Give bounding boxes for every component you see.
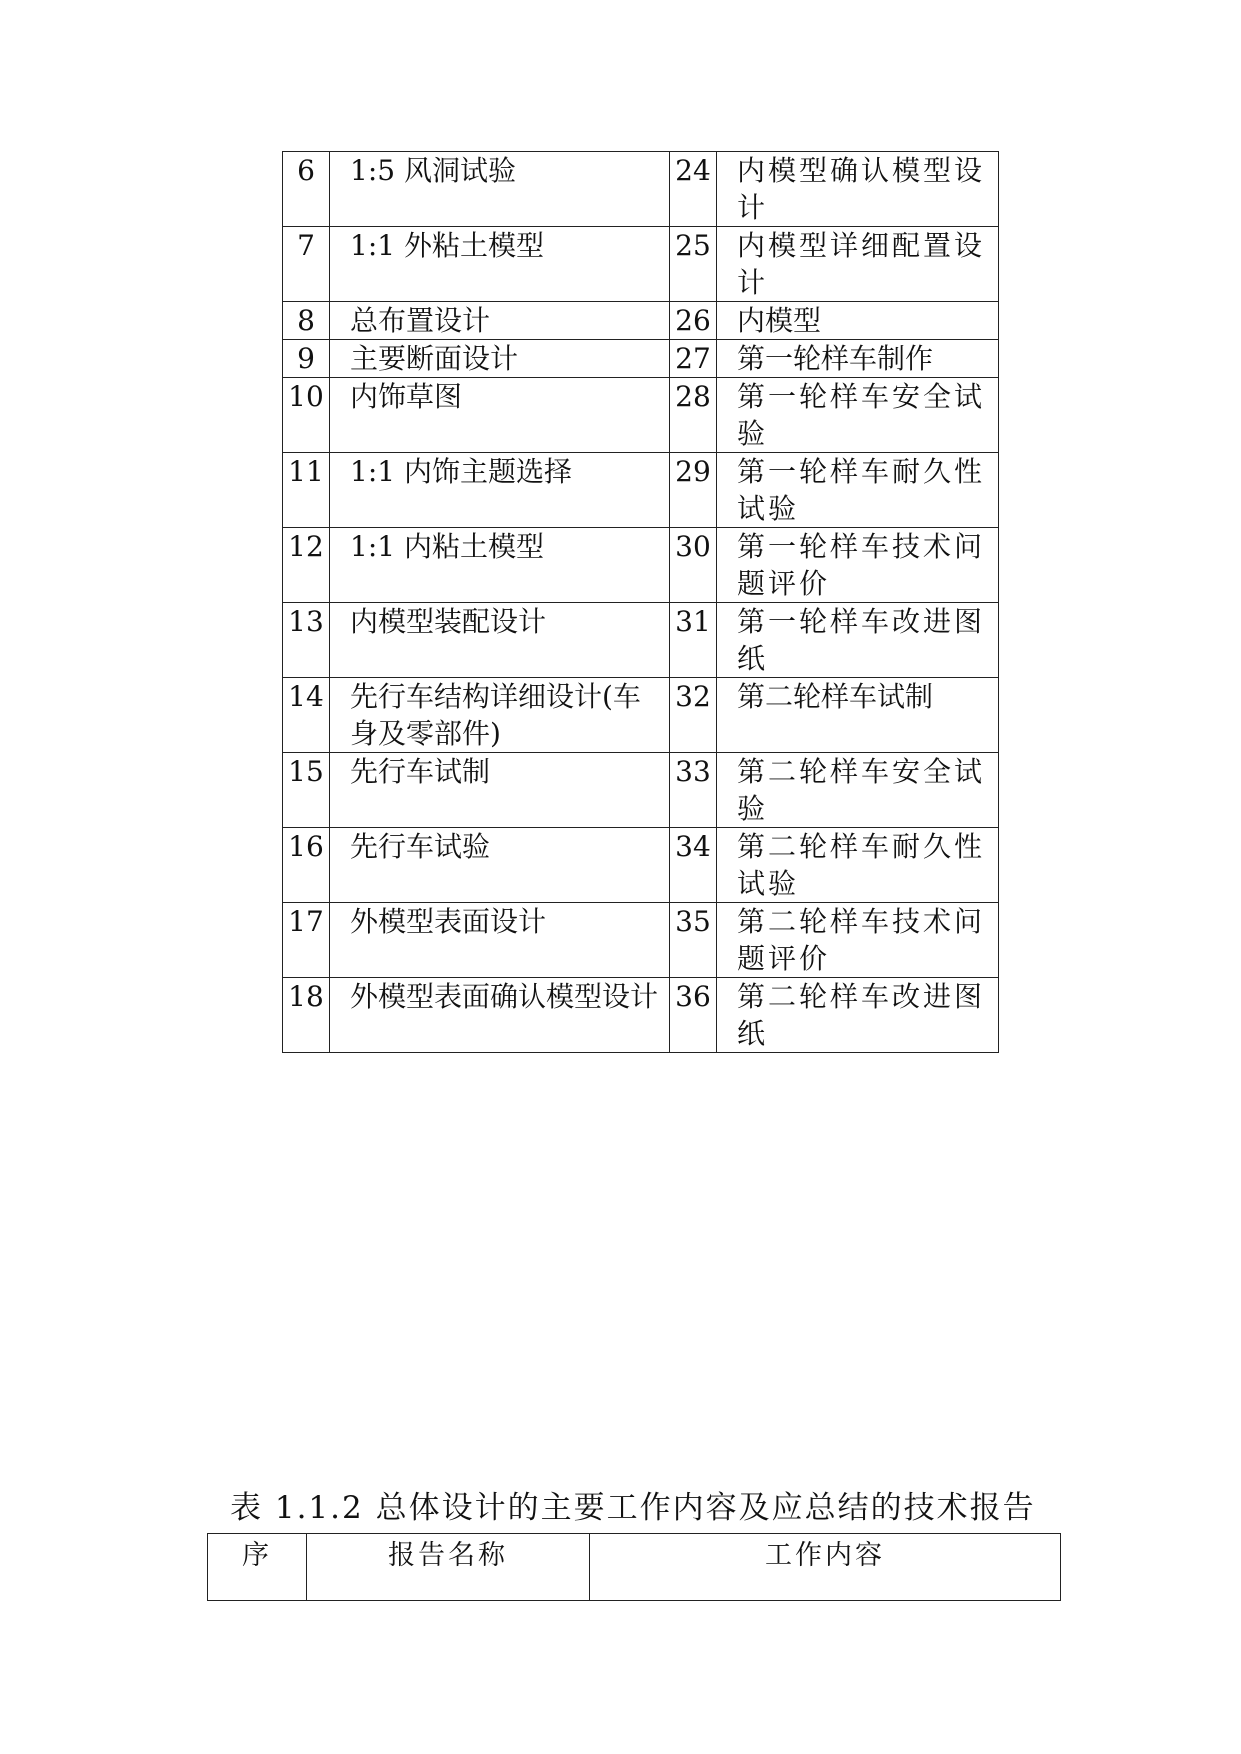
- row-number-left: 16: [283, 828, 330, 903]
- report-table-header-row: [208, 1534, 1061, 1601]
- row-item-left: 外模型表面确认模型设计: [330, 978, 670, 1053]
- table-row: [283, 828, 999, 903]
- row-number-right: 33: [670, 753, 717, 828]
- row-item-left: 1:1 外粘土模型: [330, 227, 670, 302]
- table-row: [283, 678, 999, 753]
- row-number-left: 10: [283, 378, 330, 453]
- row-item-right: 第二轮样车改进图纸: [717, 978, 999, 1053]
- row-item-left: 1:1 内饰主题选择: [330, 453, 670, 528]
- row-item-left: 内饰草图: [330, 378, 670, 453]
- row-item-left: 总布置设计: [330, 302, 670, 340]
- table-row: [283, 753, 999, 828]
- row-item-left: 1:1 内粘土模型: [330, 528, 670, 603]
- table-row: [283, 603, 999, 678]
- row-number-left: 6: [283, 152, 330, 227]
- work-items-table: [282, 151, 999, 1053]
- table-row: [283, 453, 999, 528]
- row-number-left: 8: [283, 302, 330, 340]
- row-number-left: 17: [283, 903, 330, 978]
- row-number-right: 34: [670, 828, 717, 903]
- row-number-right: 36: [670, 978, 717, 1053]
- work-items-table-body: [283, 152, 999, 1053]
- row-item-right: 第一轮样车改进图纸: [717, 603, 999, 678]
- row-item-left: 内模型装配设计: [330, 603, 670, 678]
- row-number-left: 12: [283, 528, 330, 603]
- row-number-right: 32: [670, 678, 717, 753]
- row-item-left: 1:5 风洞试验: [330, 152, 670, 227]
- row-number-right: 26: [670, 302, 717, 340]
- row-number-right: 30: [670, 528, 717, 603]
- row-number-right: 35: [670, 903, 717, 978]
- row-item-right: 内模型: [717, 302, 999, 340]
- row-number-right: 29: [670, 453, 717, 528]
- table-row: [283, 302, 999, 340]
- row-number-right: 27: [670, 340, 717, 378]
- row-item-right: 第一轮样车安全试验: [717, 378, 999, 453]
- table-caption: 表 1.1.2 总体设计的主要工作内容及应总结的技术报告: [230, 1490, 1036, 1526]
- table-row: [283, 340, 999, 378]
- report-table: [207, 1533, 1061, 1601]
- row-item-left: 主要断面设计: [330, 340, 670, 378]
- table-row: [283, 227, 999, 302]
- row-number-left: 13: [283, 603, 330, 678]
- row-item-right: 第一轮样车制作: [717, 340, 999, 378]
- row-item-left: 先行车试制: [330, 753, 670, 828]
- table-row: [283, 528, 999, 603]
- row-number-left: 9: [283, 340, 330, 378]
- row-item-left: 先行车结构详细设计(车身及零部件): [330, 678, 670, 753]
- table-row: [283, 978, 999, 1053]
- row-number-left: 15: [283, 753, 330, 828]
- row-number-right: 31: [670, 603, 717, 678]
- table-row: [283, 152, 999, 227]
- row-number-left: 7: [283, 227, 330, 302]
- row-item-right: 第一轮样车技术问题评价: [717, 528, 999, 603]
- row-item-right: 第二轮样车耐久性试验: [717, 828, 999, 903]
- row-item-right: 内模型确认模型设计: [717, 152, 999, 227]
- row-item-right: 第一轮样车耐久性试验: [717, 453, 999, 528]
- row-item-left: 先行车试验: [330, 828, 670, 903]
- row-item-right: 内模型详细配置设计: [717, 227, 999, 302]
- row-item-left: 外模型表面设计: [330, 903, 670, 978]
- row-number-right: 25: [670, 227, 717, 302]
- row-number-right: 28: [670, 378, 717, 453]
- header-seq: 序: [208, 1534, 307, 1601]
- header-work-content: 工作内容: [590, 1534, 1061, 1601]
- row-number-left: 14: [283, 678, 330, 753]
- row-number-right: 24: [670, 152, 717, 227]
- table-row: [283, 903, 999, 978]
- row-item-right: 第二轮样车试制: [717, 678, 999, 753]
- row-item-right: 第二轮样车安全试验: [717, 753, 999, 828]
- table-row: [283, 378, 999, 453]
- row-item-right: 第二轮样车技术问题评价: [717, 903, 999, 978]
- row-number-left: 18: [283, 978, 330, 1053]
- header-report-name: 报告名称: [307, 1534, 590, 1601]
- row-number-left: 11: [283, 453, 330, 528]
